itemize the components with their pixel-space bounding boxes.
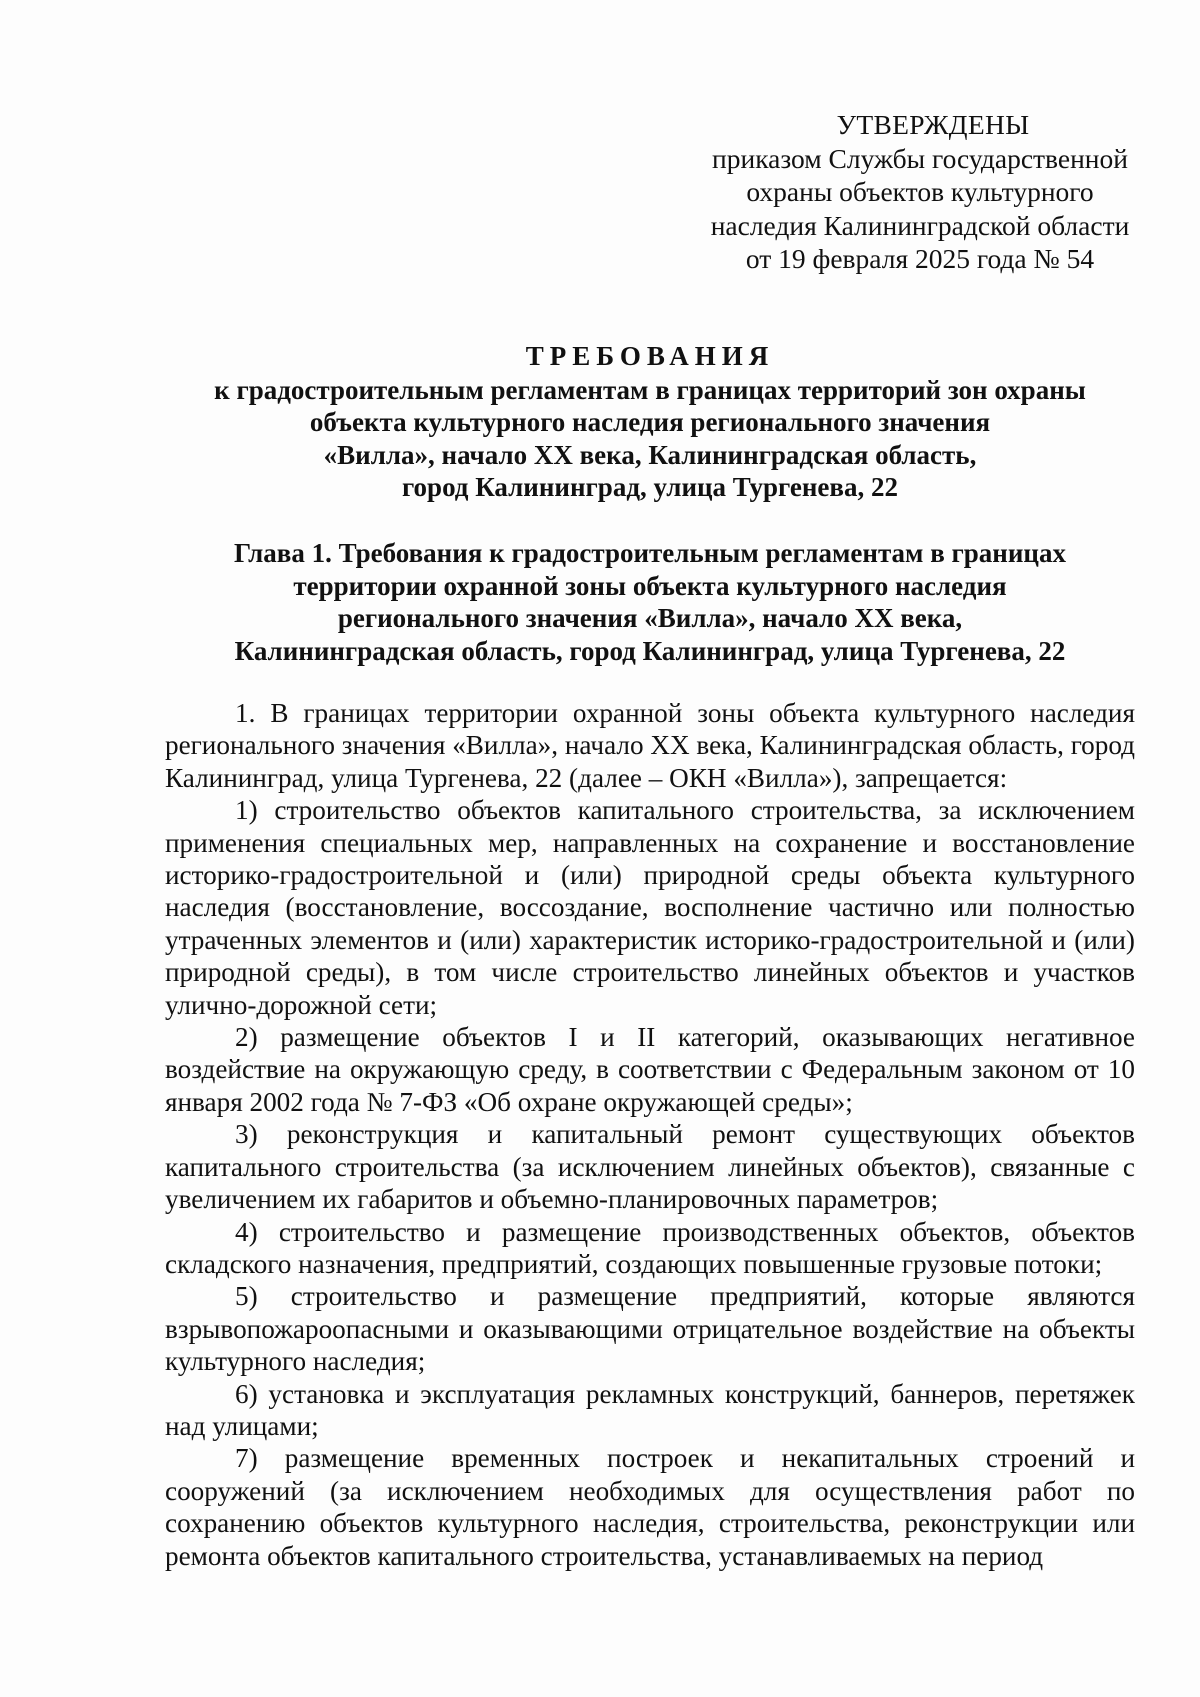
document-title-block bbox=[160, 340, 1140, 504]
approval-line: приказом Службы государственной bbox=[712, 142, 1128, 174]
approval-line: от 19 февраля 2025 года № 54 bbox=[745, 243, 1095, 274]
paragraph-item-4: 4) строительство и размещение производственных объектов, объектов складского назначения, предприятий, создающих повышенные грузовые потоки; bbox=[165, 1216, 1135, 1279]
document-title: ТРЕБОВАНИЯ bbox=[525, 341, 775, 371]
title-subline: объекта культурного наследия регионального значения bbox=[309, 407, 991, 437]
paragraph-item-7: 7) размещение временных построек и некапитальных строений и сооружений (за исключением необходимых для осуществления работ по сохранению объектов культурного наследия, строительства, реконструкции или ремонта объектов капитального строительства, устанавливаемых на период bbox=[165, 1443, 1135, 1571]
chapter-heading bbox=[160, 537, 1140, 667]
paragraph-item-5: 5) строительство и размещение предприятий, которые являются взрывопожароопасными и оказывающими отрицательное воздействие на объекты культурного наследия; bbox=[165, 1281, 1135, 1377]
approval-stamp-block bbox=[690, 108, 1150, 276]
paragraph-1: 1. В границах территории охранной зоны объекта культурного наследия регионального значения «Вилла», начало XX века, Калининградская область, город Калининград, улица Тургенева, 22 (далее – ОКН «Вилла»), запрещается: bbox=[165, 698, 1135, 793]
paragraph-item-2: 2) размещение объектов I и II категорий, оказывающих негативное воздействие на окружающую среду, в соответствии с Федеральным законом от 10 января 2002 года № 7-ФЗ «Об охране окружающей среды»; bbox=[165, 1022, 1135, 1117]
paragraph-item-3: 3) реконструкция и капитальный ремонт существующих объектов капитального строительства (за исключением линейных объектов), связанные с увеличением их габаритов и объемно-планировочных параметров; bbox=[165, 1119, 1135, 1215]
paragraph-item-1: 1) строительство объектов капитального строительства, за исключением применения специальных мер, направленных на сохранение и восстановление историко-градостроительной и (или) природной среды объекта культурного наследия (восстановление, воссоздание, восполнение частично или полностью утраченных элементов и (или) характеристик историко-градостроительной и (или) природной среды), в том числе строительство линейных объектов и участков улично-дорожной сети; bbox=[165, 795, 1135, 1020]
paragraph-item-6: 6) установка и эксплуатация рекламных конструкций, баннеров, перетяжек над улицами; bbox=[165, 1378, 1135, 1441]
chapter-heading-line: Калининградская область, город Калининград, улица Тургенева, 22 bbox=[234, 635, 1066, 666]
chapter-heading-line: регионального значения «Вилла», начало XX века, bbox=[337, 603, 963, 633]
title-subline: к градостроительным регламентам в границах территорий зон охраны bbox=[214, 374, 1086, 405]
approval-line: наследия Калининградской области bbox=[710, 209, 1130, 241]
chapter-heading-line: территории охранной зоны объекта культурного наследия bbox=[293, 570, 1007, 601]
approval-heading: УТВЕРЖДЕНЫ bbox=[836, 109, 1030, 140]
chapter-heading-line: Глава 1. Требования к градостроительным регламентам в границах bbox=[234, 538, 1066, 568]
title-subline: «Вилла», начало XX века, Калининградская область, bbox=[323, 439, 977, 470]
title-subline: город Калининград, улица Тургенева, 22 bbox=[401, 472, 899, 502]
approval-line: охраны объектов культурного bbox=[746, 176, 1094, 207]
document-body bbox=[165, 697, 1135, 1572]
